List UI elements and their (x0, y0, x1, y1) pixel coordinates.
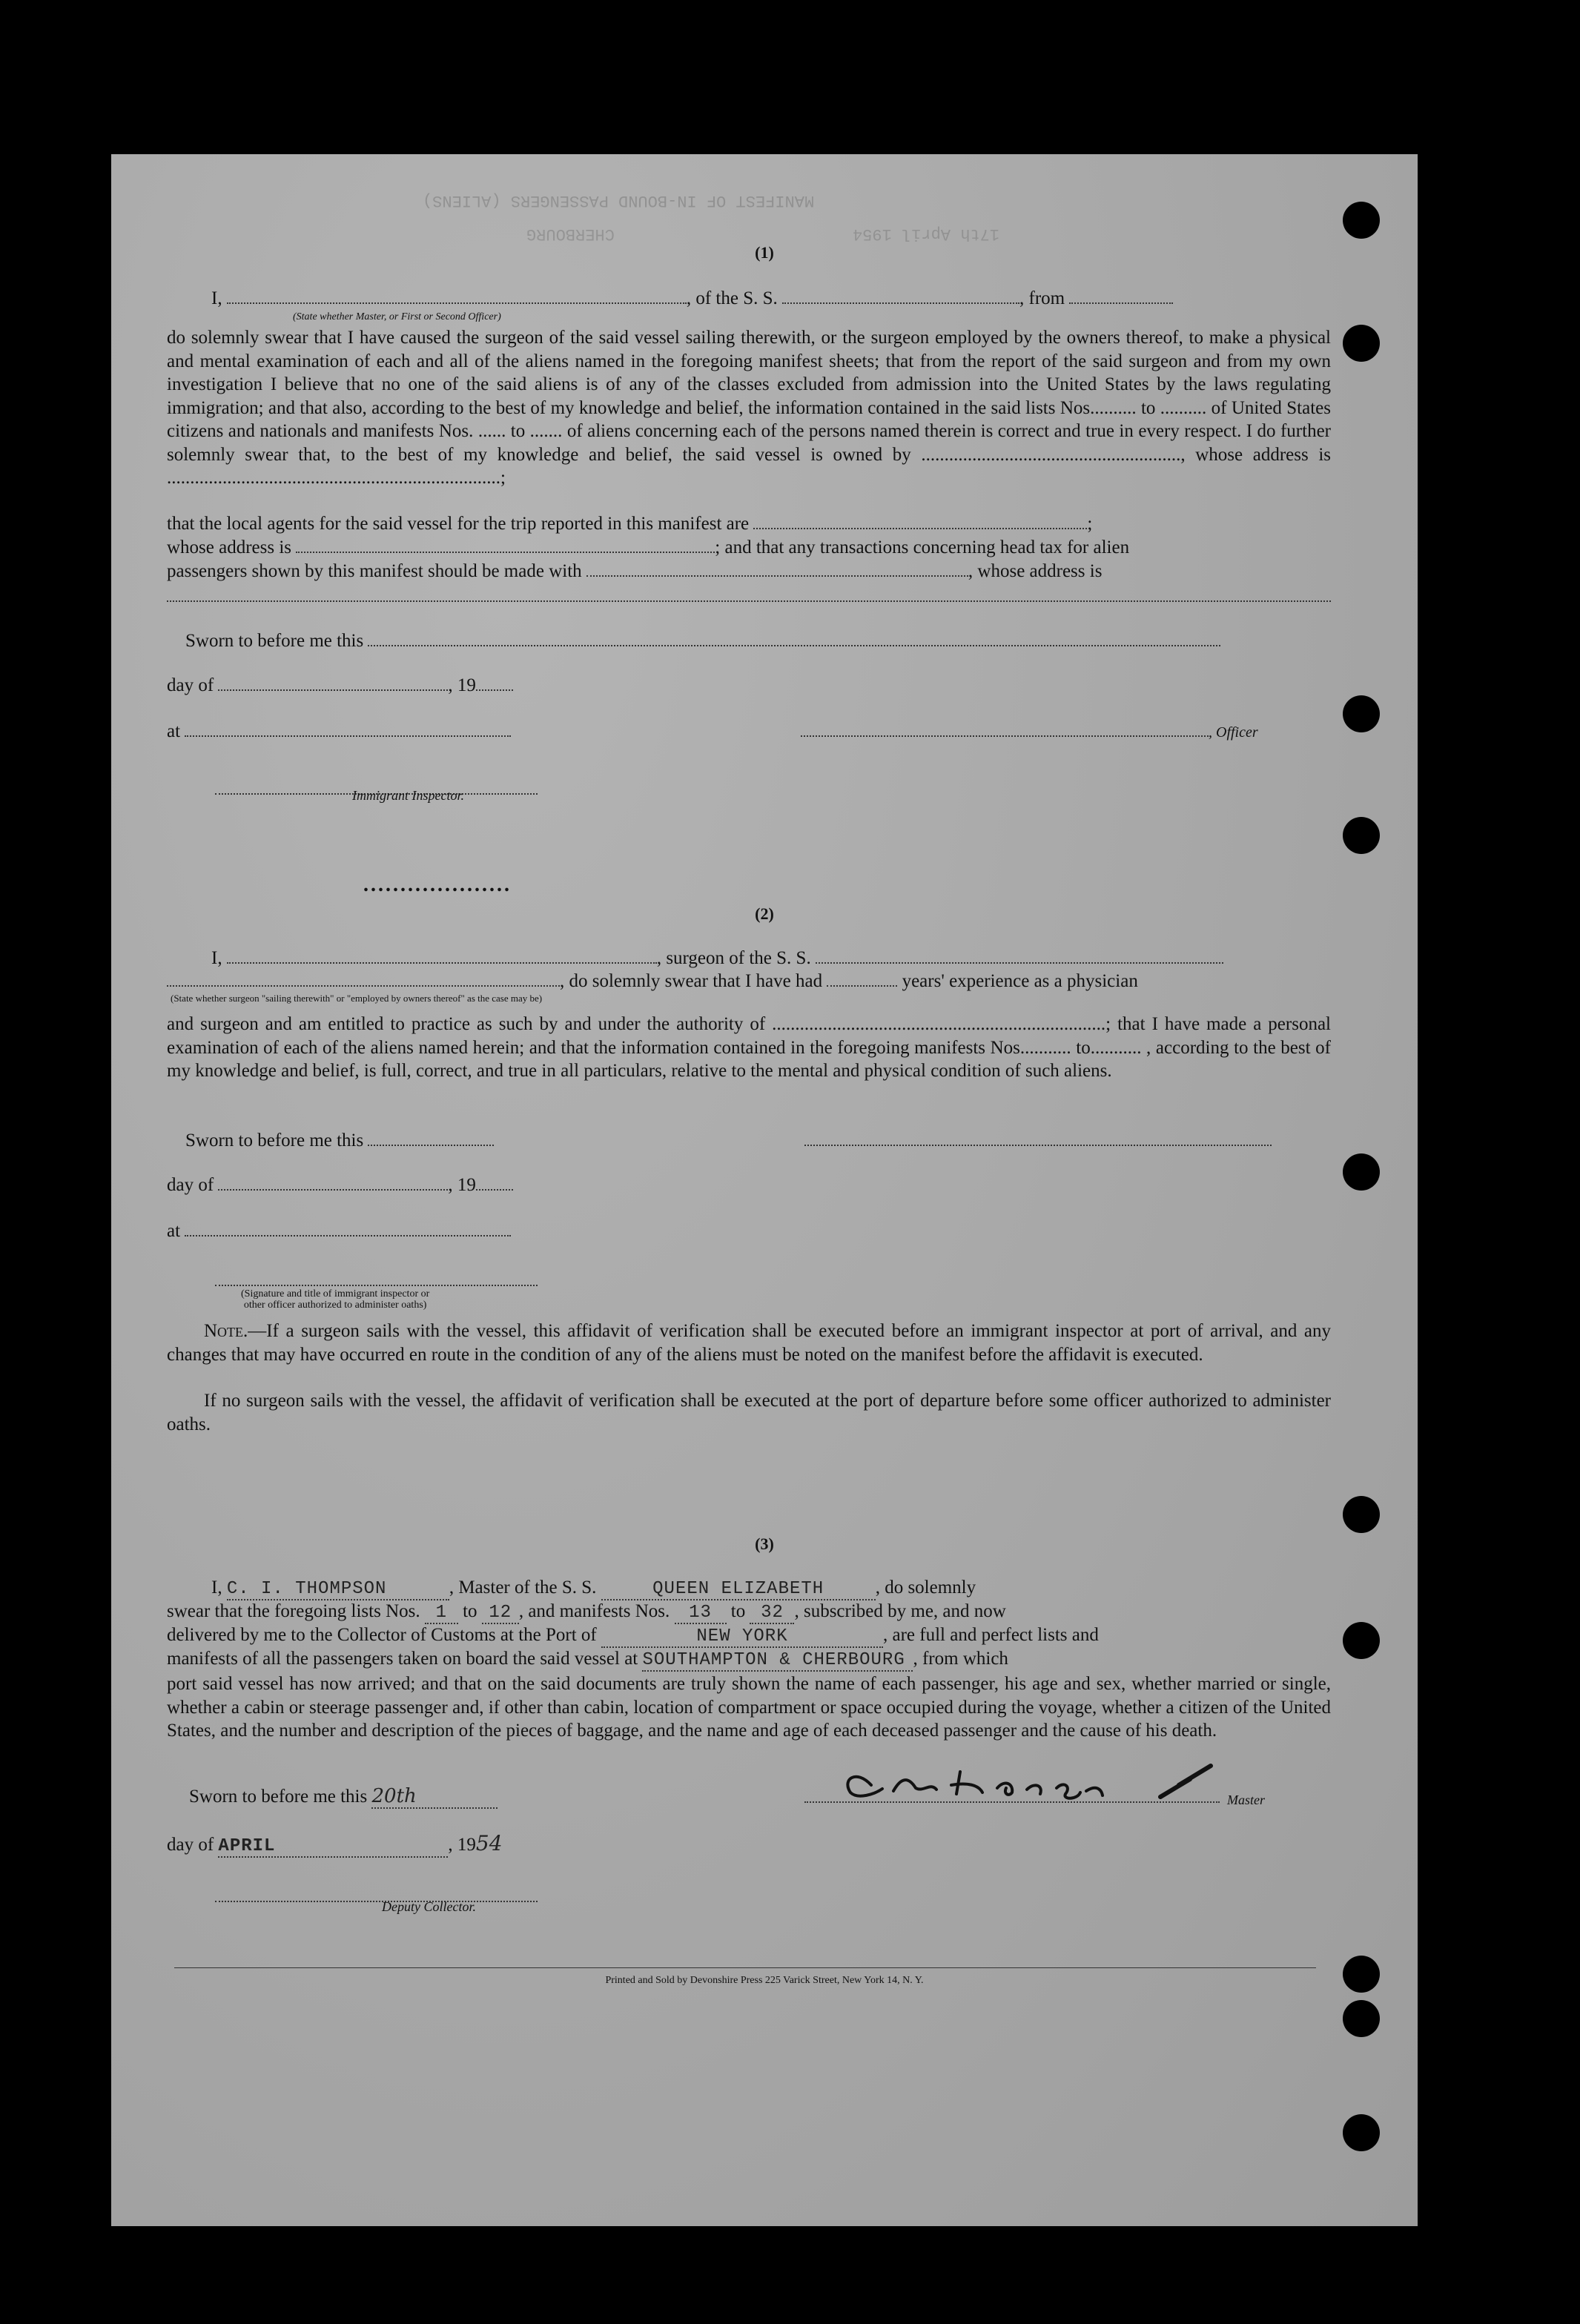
s2-at-text: at (167, 1221, 181, 1241)
s1-officer-blank (227, 288, 687, 304)
section-2-number: (2) (755, 904, 774, 923)
bleed-through-from: CHERBOURG (526, 225, 615, 243)
s1-inspector-label: Immigrant Inspector. (352, 788, 464, 803)
binder-hole (1343, 2000, 1380, 2037)
binder-hole (1343, 817, 1380, 854)
printer-credit: Printed and Sold by Devonshire Press 225 Varick Street, New York 14, N. Y. (605, 1975, 924, 1986)
s2-sig-note (241, 1288, 429, 1311)
s3-line2 (167, 1601, 1006, 1624)
s2-sworn-text: Sworn to before me this (185, 1130, 364, 1151)
s3-full-perfect: , are full and perfect lists and (883, 1625, 1099, 1645)
s3-ship: QUEEN ELIZABETH (652, 1579, 824, 1599)
s2-line1 (211, 947, 1223, 969)
binder-hole (1343, 325, 1380, 362)
s1-state-note: (State whether Master, or First or Second Officer) (293, 311, 501, 322)
s3-deputy-label: Deputy Collector. (382, 1899, 476, 1914)
s3-lists-from: 1 (435, 1603, 448, 1623)
s3-sworn-day-field (371, 1785, 498, 1809)
s3-dayof: day of (167, 1835, 214, 1855)
s3-manifests-from-field (675, 1601, 727, 1624)
s3-from-ports-field (642, 1649, 913, 1672)
s3-subscribed: , subscribed by me, and now (794, 1601, 1006, 1621)
s2-i: I, (211, 948, 222, 968)
s1-whose (167, 537, 1129, 558)
master-signature (804, 1763, 1220, 1804)
s2-surgeon-of: , surgeon of the S. S. (656, 948, 811, 968)
binder-hole (1343, 1622, 1380, 1659)
s1-day-blank (218, 675, 448, 691)
s2-sworn (185, 1130, 494, 1151)
s3-master-name-field (227, 1578, 449, 1600)
s3-delivered: delivered by me to the Collector of Customs at the Port of (167, 1625, 597, 1645)
s2-at-blank (185, 1220, 511, 1237)
s3-year-prefix: , 19 (448, 1835, 476, 1855)
s3-from-ports: SOUTHAMPTON & CHERBOURG (642, 1650, 905, 1670)
s3-line3 (167, 1625, 1099, 1648)
s3-port-field (601, 1625, 883, 1648)
s1-dayof: day of (167, 675, 214, 695)
binder-hole (1343, 1496, 1380, 1533)
s2-sig-note-1: (Signature and title of immigrant inspector or (241, 1288, 430, 1300)
s2-ship-blank (816, 947, 1223, 964)
s2-note-label: Note. (204, 1321, 248, 1341)
s2-signature-line (804, 1130, 1272, 1150)
s3-to2: to (730, 1601, 746, 1621)
s1-agents: that the local agents for the said vessel for the trip reported in this manifest are ; (167, 514, 1093, 534)
section-3-number: (3) (755, 1535, 774, 1553)
s3-to1: to (463, 1601, 477, 1621)
s2-state-note: (State whether surgeon "sailing therewith" or "employed by owners thereof" as the case may be) (171, 993, 543, 1004)
s3-deputy-line (215, 1886, 538, 1906)
s3-manifests-to: 32 (761, 1603, 784, 1623)
bleed-through-date: 17th April 1954 (853, 225, 1000, 243)
binder-hole (1343, 1956, 1380, 1993)
s1-address-line (167, 586, 1331, 606)
s3-master-of: , Master of the S. S. (449, 1578, 597, 1598)
s1-sworn (185, 630, 1220, 652)
s2-note-1-text: —If a surgeon sails with the vessel, this affidavit of verification shall be executed before an immigrant inspector at port of arrival, and any changes that may have occurred en route in the condition of any of the aliens must be noted on the manifest before the affidavit is executed. (167, 1321, 1331, 1365)
s1-whose-blank (296, 537, 715, 553)
footer-rule (174, 1967, 1316, 1968)
s3-sworn-day: 20th (371, 1785, 417, 1807)
s3-paragraph: port said vessel has now arrived; and that on the said documents are truly shown the name of each passenger, his age and sex, whether married or single, whether a cabin or steerage passenger and, if other than cabin, location of compartment or space occupied during the voyage, whether a citizen of the United States, and the number and description of the pieces of baggage, and the name and age of each deceased passenger and the cause of his death. (167, 1674, 1331, 1741)
s2-sailing-blank (167, 970, 560, 987)
s2-note-2: If no surgeon sails with the vessel, the affidavit of verification shall be executed at the port of departure before some officer authorized to administer oaths. (167, 1391, 1331, 1434)
s1-passengers (167, 560, 1102, 582)
s1-of-ss: , of the S. S. (686, 288, 778, 308)
s1-separator-dots: .................... (363, 873, 512, 896)
s1-sworn-text: Sworn to before me this (185, 631, 364, 651)
s3-line4 (167, 1649, 1008, 1672)
s2-line2 (167, 970, 1138, 992)
s2-solemnly: , do solemnly swear that I have had (560, 971, 823, 991)
s3-manifests-from: 13 (689, 1603, 712, 1623)
s3-manifests-all: manifests of all the passengers taken on board the said vessel at (167, 1649, 638, 1669)
s2-sworn-blank (368, 1130, 494, 1146)
s1-i: I, (211, 288, 222, 308)
s2-dayof: day of (167, 1175, 214, 1195)
s1-passengers-blank (586, 560, 968, 577)
s3-swear-a: swear that the foregoing lists Nos. (167, 1601, 420, 1621)
s3-lists-to-field (482, 1601, 519, 1624)
section-1-number: (1) (755, 243, 774, 262)
s3-ship-field (601, 1578, 876, 1600)
s3-manifests-text: , and manifests Nos. (518, 1601, 670, 1621)
s2-note-1 (167, 1320, 1331, 1366)
s1-from-blank (1069, 288, 1173, 304)
s1-agents-text: that the local agents for the said vessel for the trip reported in this manifest are (167, 514, 750, 534)
s2-year: , 19 (448, 1175, 476, 1195)
s1-paragraph: do solemnly swear that I have caused the surgeon of the said vessel sailing therewith, or the surgeon employed by the owners thereof, to make a physical and mental examination of each and all of the aliens named in the foregoing manifest sheets; that from the report of the said surgeon and from my own investigation I believe that no one of the said aliens is of any of the classes excluded from admission into the United States by the laws regulating immigration; and that also, according to the best of my knowledge and belief, the information contained in the said lists Nos.......... to .......... of United States citizens and nationals and manifests Nos. ...... to ....... of aliens concerning each of the persons named therein is correct and true in every respect. I do further solemnly swear that, to the best of my knowledge and belief, the said vessel is owned by ........................................................, whose address is ........................................................................; (167, 328, 1331, 488)
s3-sworn-text: Sworn to before me this (189, 1787, 368, 1807)
s1-officer-line (801, 721, 1258, 742)
s3-month-field (218, 1835, 448, 1858)
s3-from-which: , from which (913, 1649, 1008, 1669)
s3-do-solemnly: , do solemnly (875, 1578, 976, 1598)
s1-day (167, 675, 513, 696)
s2-years-exp: years' experience as a physician (902, 971, 1138, 991)
s1-officer-label: , Officer (1209, 724, 1258, 741)
s1-at-text: at (167, 721, 181, 741)
binder-hole (1343, 1153, 1380, 1191)
s1-from: , from (1019, 288, 1065, 308)
s1-at-blank (185, 721, 511, 737)
s2-day (167, 1174, 513, 1196)
s3-i: I, (211, 1578, 222, 1598)
s1-ship-blank (782, 288, 1019, 304)
s1-whose-is: , whose address is (968, 561, 1103, 581)
s3-master-label: Master (1227, 1792, 1265, 1807)
s2-name-blank (227, 947, 657, 964)
binder-hole (1343, 695, 1380, 732)
s1-whose-text: whose address is (167, 537, 292, 557)
s1-passengers-text: passengers shown by this manifest should be made with (167, 561, 582, 581)
s3-day (167, 1831, 503, 1858)
s3-line1 (211, 1578, 976, 1600)
s2-paragraph: and surgeon and am entitled to practice as such by and under the authority of ........................................................................; that I have made a personal examination of each of the aliens named herein; and that the information contained in the foregoing manifests Nos........... to........... , according to the best of my knowledge and belief, is full, correct, and true in all particulars, relative to the mental and physical condition of such aliens. (167, 1014, 1331, 1081)
s3-manifests-to-field (750, 1601, 794, 1624)
s3-sworn (189, 1785, 498, 1809)
binder-hole (1343, 202, 1380, 239)
s1-year: , 19 (448, 675, 476, 695)
s2-inspector-line (215, 1270, 538, 1290)
s1-sworn-blank (368, 630, 1220, 646)
bleed-through-title: MANIFEST OF IN-BOUND PASSENGERS (ALIENS) (423, 191, 815, 210)
s1-officer-sig-blank (801, 721, 1209, 737)
s3-year-suffix: 54 (475, 1831, 503, 1855)
s3-lists-from-field (425, 1601, 458, 1624)
manifest-page (111, 154, 1418, 2226)
master-signature-line (804, 1763, 1220, 1803)
s2-at (167, 1220, 511, 1242)
s1-line1 (211, 288, 1173, 309)
s2-day-blank (218, 1174, 448, 1191)
s1-headtax: ; and that any transactions concerning head tax for alien (715, 537, 1130, 557)
binder-hole (1343, 2114, 1380, 2151)
s1-at (167, 721, 511, 742)
s3-month: APRIL (218, 1836, 276, 1856)
s2-sig-note-2: other officer authorized to administer oaths) (243, 1300, 427, 1311)
s3-lists-to: 12 (489, 1603, 512, 1623)
s3-port: NEW YORK (696, 1626, 788, 1646)
s2-years-blank (827, 970, 897, 987)
s1-agents-blank (753, 513, 1087, 529)
s3-master-name: C. I. THOMPSON (226, 1579, 387, 1599)
